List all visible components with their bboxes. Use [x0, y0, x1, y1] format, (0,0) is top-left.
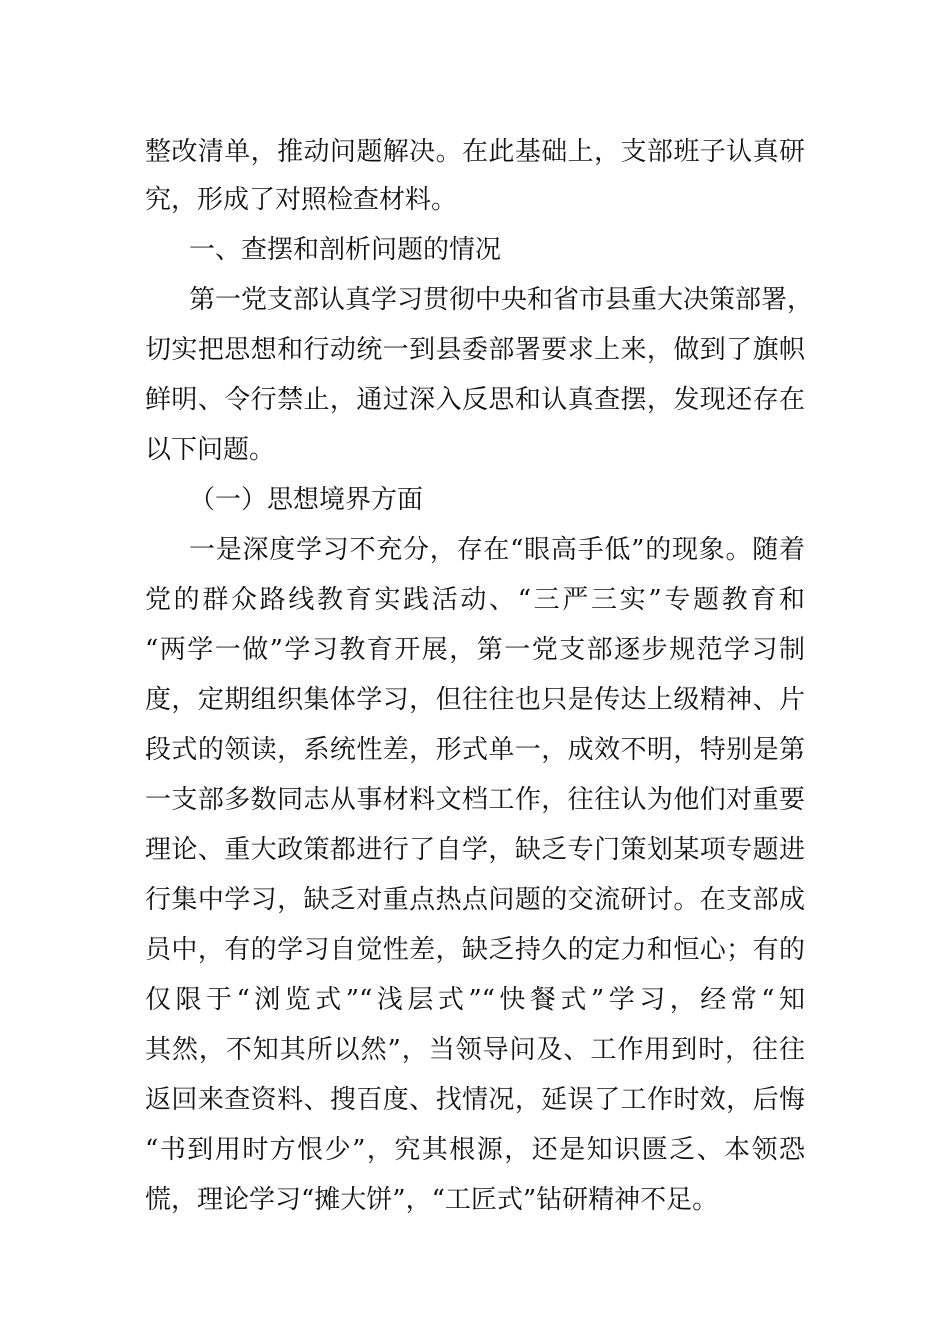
body-text-line: 度，定期组织集体学习，但往往也只是传达上级精神、片: [145, 685, 805, 715]
body-text-line: 行集中学习，缺乏对重点热点问题的交流研讨。在支部成: [145, 885, 805, 915]
body-text-line: 一支部多数同志从事材料文档工作，往往认为他们对重要: [145, 785, 805, 815]
section-heading: 一、查摆和剖析问题的情况: [189, 235, 502, 265]
body-text-line: 第一党支部认真学习贯彻中央和省市县重大决策部署，: [189, 285, 814, 315]
body-text-line: 返回来查资料、搜百度、找情况，延误了工作时效，后悔: [145, 1085, 805, 1115]
body-text-line: 员中，有的学习自觉性差，缺乏持久的定力和恒心；有的: [145, 935, 805, 965]
body-text-line: 段式的领读，系统性差，形式单一，成效不明，特别是第: [145, 735, 805, 765]
body-text-line: 仅限于“浏览式”“浅层式”“快餐式”学习，经常“知: [145, 985, 805, 1015]
body-text-line: 切实把思想和行动统一到县委部署要求上来，做到了旗帜: [145, 335, 805, 365]
body-text-line: “书到用时方恨少”，究其根源，还是知识匮乏、本领恐: [145, 1135, 805, 1165]
body-text-line: “两学一做”学习教育开展，第一党支部逐步规范学习制: [145, 635, 805, 665]
body-text-line: 整改清单，推动问题解决。在此基础上，支部班子认真研: [145, 137, 805, 167]
body-text-line: 其然，不知其所以然”，当领导问及、工作用到时，往往: [145, 1035, 805, 1065]
body-text-line: 慌，理论学习“摊大饼”，“工匠式”钻研精神不足。: [145, 1185, 719, 1215]
body-text-line: 一是深度学习不充分，存在“眼高手低”的现象。随着: [189, 535, 805, 565]
body-text-line: 理论、重大政策都进行了自学，缺乏专门策划某项专题进: [145, 835, 805, 865]
body-text-line: 究，形成了对照检查材料。: [145, 185, 458, 215]
body-text-line: 鲜明、令行禁止，通过深入反思和认真查摆，发现还存在: [145, 385, 805, 415]
body-text-line: 以下问题。: [145, 435, 276, 465]
subsection-heading: （一）思想境界方面: [189, 485, 424, 515]
body-text-line: 党的群众路线教育实践活动、“三严三实”专题教育和: [145, 585, 805, 615]
